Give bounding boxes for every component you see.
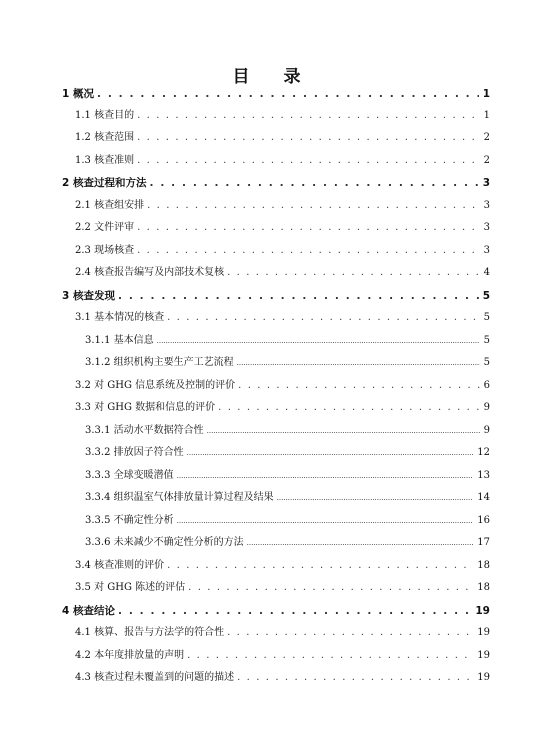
toc-entry-page-number: 13 (477, 470, 490, 481)
toc-entry[interactable] (75, 400, 490, 416)
toc-entry-page-number: 9 (483, 402, 490, 413)
toc-dot-leader (187, 445, 474, 461)
toc-entry-page-number: 16 (477, 515, 490, 526)
toc-entry-page-number: 2 (483, 155, 490, 166)
toc-entry[interactable] (75, 130, 490, 146)
toc-entry[interactable] (62, 603, 490, 619)
toc-entry-page-number: 5 (482, 290, 490, 302)
toc-entry-label: 3.3 对 GHG 数据和信息的评价 (75, 402, 216, 413)
toc-entry-label: 3.4 核查准则的评价 (75, 560, 165, 571)
toc-entry[interactable] (75, 265, 490, 281)
toc-entry[interactable] (75, 310, 490, 326)
toc-entry-label: 3.3.2 排放因子符合性 (85, 447, 184, 458)
toc-entry-page-number: 19 (477, 672, 490, 683)
toc-entry[interactable] (75, 558, 490, 574)
toc-entry-page-number: 19 (477, 650, 490, 661)
toc-entry[interactable] (75, 220, 490, 236)
toc-dot-leader (227, 265, 480, 281)
toc-entry-page-number: 3 (483, 245, 490, 256)
toc-dot-leader (137, 153, 480, 169)
toc-entry[interactable] (62, 175, 490, 191)
toc-entry[interactable] (75, 108, 490, 124)
toc-entry-label: 3.3.5 不确定性分析 (85, 515, 174, 526)
toc-entry[interactable] (85, 468, 490, 484)
toc-entry-page-number: 19 (477, 627, 490, 638)
toc-entry-page-number: 1 (482, 88, 490, 100)
toc-entry[interactable] (85, 355, 490, 371)
toc-entry-label: 1.1 核查目的 (75, 110, 135, 121)
toc-entry[interactable] (75, 378, 490, 394)
toc-dot-leader (247, 535, 474, 551)
toc-entry[interactable] (75, 670, 490, 686)
toc-entry-label: 3.5 对 GHG 陈述的评估 (75, 582, 186, 593)
toc-entry-label: 2.4 核查报告编写及内部技术复核 (75, 267, 225, 278)
toc-entry-page-number: 14 (477, 492, 490, 503)
toc-dot-leader (118, 288, 479, 304)
toc-dot-leader (147, 198, 480, 214)
toc-entry[interactable] (75, 243, 490, 259)
toc-dot-leader (137, 108, 480, 124)
toc-entry-label: 4.1 核算、报告与方法学的符合性 (75, 627, 225, 638)
toc-dot-leader (237, 670, 473, 686)
toc-dot-leader (137, 220, 480, 236)
toc-dot-leader (187, 648, 473, 664)
toc-entry-page-number: 6 (483, 380, 490, 391)
toc-dot-leader (137, 130, 480, 146)
toc-entry-label: 2.2 文件评审 (75, 222, 135, 233)
toc-entry-label: 3.1.1 基本信息 (85, 335, 154, 346)
toc-entry[interactable] (85, 535, 490, 551)
toc-entry-label: 3.1 基本情况的核查 (75, 312, 165, 323)
toc-dot-leader (137, 243, 480, 259)
toc-entry[interactable] (85, 445, 490, 461)
toc-dot-leader (227, 625, 473, 641)
toc-entry-page-number: 2 (483, 132, 490, 143)
toc-entry-page-number: 1 (483, 110, 490, 121)
toc-entry-label: 3.3.4 组织温室气体排放量计算过程及结果 (85, 492, 274, 503)
toc-dot-leader (167, 558, 473, 574)
toc-entry[interactable] (75, 153, 490, 169)
toc-entry-label: 2.3 现场核查 (75, 245, 135, 256)
toc-entry[interactable] (62, 86, 490, 102)
toc-entry-page-number: 5 (483, 357, 490, 368)
toc-entry[interactable] (75, 625, 490, 641)
toc-entry-page-number: 4 (483, 267, 490, 278)
toc-entry-page-number: 9 (483, 425, 490, 436)
toc-entry-label: 3.3.1 活动水平数据符合性 (85, 425, 204, 436)
toc-dot-leader (238, 378, 479, 394)
toc-entry-label: 1 概况 (62, 88, 94, 100)
toc-dot-leader (237, 355, 480, 371)
toc-entry[interactable] (75, 198, 490, 214)
toc-entry-label: 1.2 核查范围 (75, 132, 135, 143)
toc-entry-label: 3.3.6 未来减少不确定性分析的方法 (85, 537, 244, 548)
toc-entry-label: 2.1 核查组安排 (75, 200, 145, 211)
toc-entry[interactable] (75, 580, 490, 596)
toc-dot-leader (177, 468, 474, 484)
toc-entry[interactable] (85, 513, 490, 529)
toc-entry-label: 3.3.3 全球变暖潜值 (85, 470, 174, 481)
toc-entry-label: 1.3 核查准则 (75, 155, 135, 166)
toc-entry-label: 4.3 核查过程未覆盖到的问题的描述 (75, 672, 235, 683)
toc-entry-page-number: 18 (477, 582, 490, 593)
toc-dot-leader (218, 400, 479, 416)
toc-entry-page-number: 3 (483, 200, 490, 211)
toc-entry-page-number: 5 (483, 312, 490, 323)
toc-entry[interactable] (75, 648, 490, 664)
toc-dot-leader (167, 310, 480, 326)
page-title: 目 录 (232, 67, 315, 87)
toc-dot-leader (277, 490, 474, 506)
toc-entry-label: 3.2 对 GHG 信息系统及控制的评价 (75, 380, 236, 391)
toc-entry-page-number: 12 (477, 447, 490, 458)
toc-dot-leader (97, 86, 479, 102)
toc-dot-leader (118, 603, 471, 619)
toc-entry-page-number: 17 (477, 537, 490, 548)
toc-entry[interactable] (85, 333, 490, 349)
toc-dot-leader (177, 513, 474, 529)
toc-entry[interactable] (85, 490, 490, 506)
toc-entry-page-number: 3 (483, 222, 490, 233)
toc-dot-leader (207, 423, 480, 439)
toc-entry-page-number: 19 (475, 605, 490, 617)
toc-entry[interactable] (85, 423, 490, 439)
toc-entry-page-number: 3 (482, 177, 490, 189)
toc-entry-label: 4 核查结论 (62, 605, 115, 617)
toc-entry-label: 3 核查发现 (62, 290, 115, 302)
toc-entry-label: 3.1.2 组织机构主要生产工艺流程 (85, 357, 234, 368)
toc-dot-leader (157, 333, 480, 349)
toc-entry[interactable] (62, 288, 490, 304)
toc-dot-leader (188, 580, 473, 596)
toc-entry-label: 2 核查过程和方法 (62, 177, 147, 189)
toc-entry-label: 4.2 本年度排放量的声明 (75, 650, 185, 661)
toc-dot-leader (149, 175, 478, 191)
toc-entry-page-number: 18 (477, 560, 490, 571)
toc-entry-page-number: 5 (483, 335, 490, 346)
